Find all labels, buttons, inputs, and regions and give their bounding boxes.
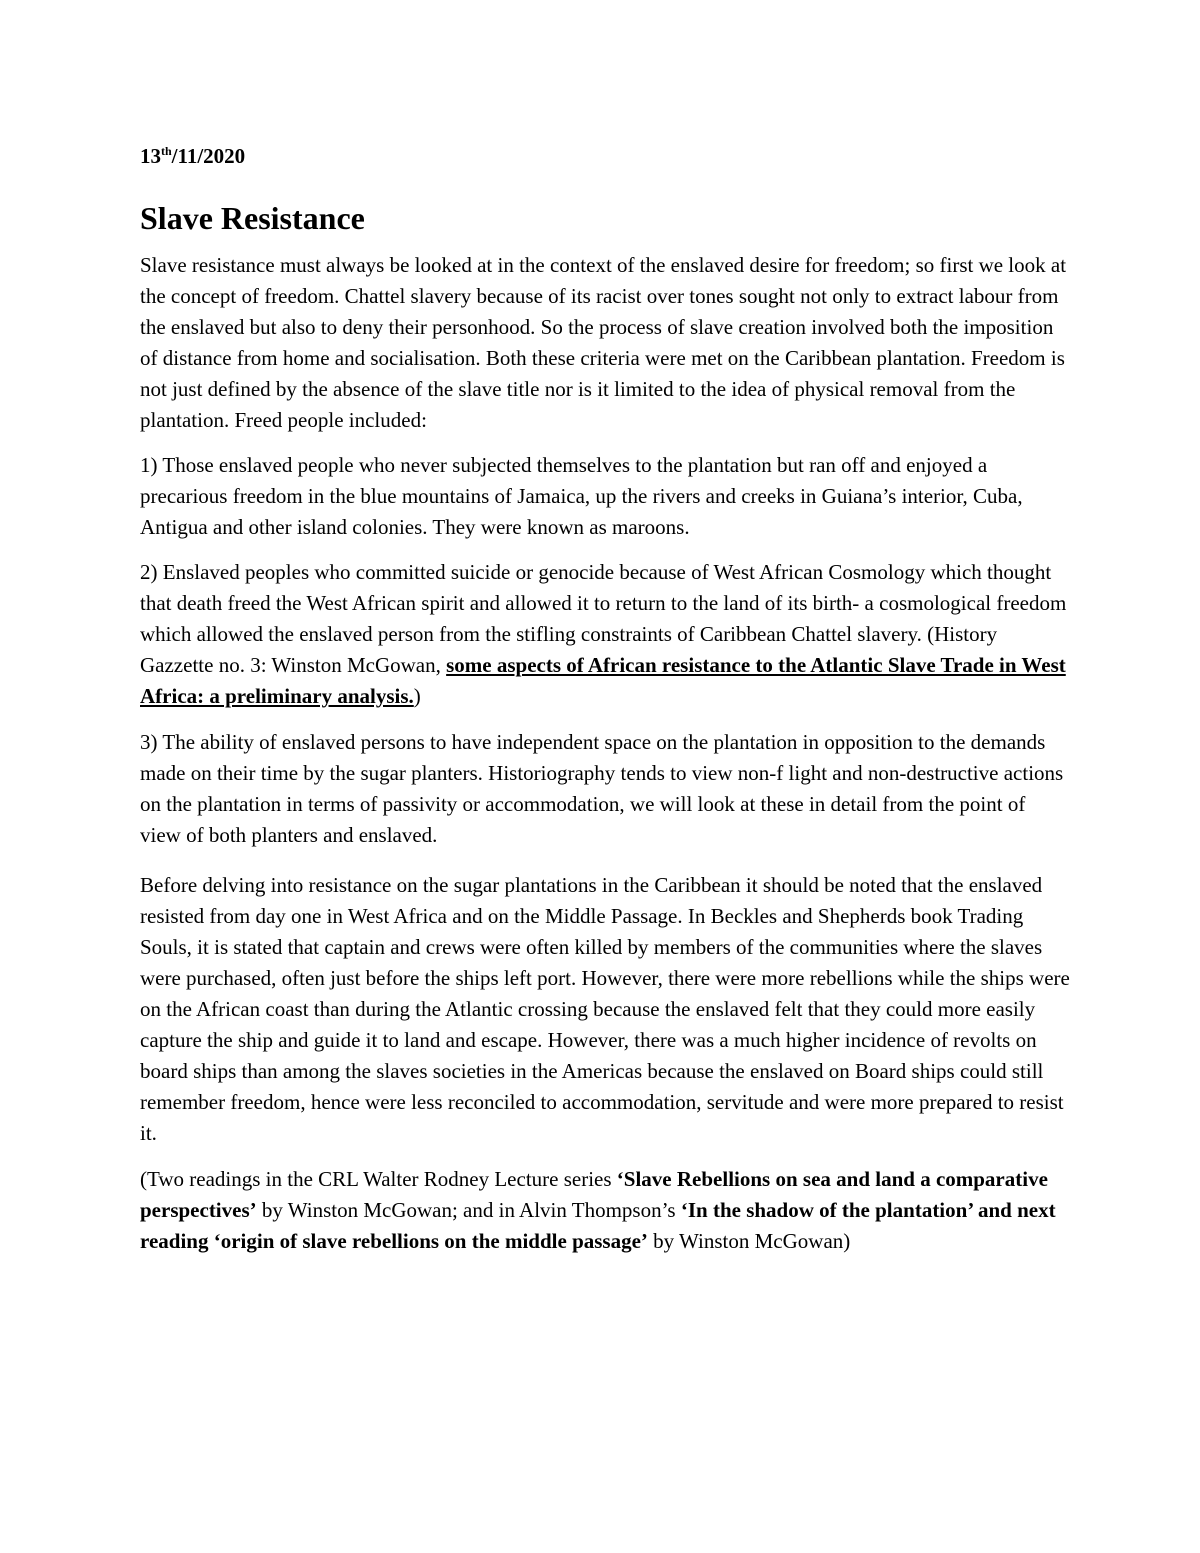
item-3-paragraph: 3) The ability of enslaved persons to have independent space on the plantation in opposition to the demands made on their time by the sugar planters. Historiography tends to view non-f light and non-destructive actions on the plantation in terms of passivity or accommodation, we will look at these in detail from the point of view of both planters and enslaved.	[140, 730, 1064, 847]
readings-paragraph	[140, 1164, 1070, 1257]
date-suffix: th	[161, 144, 172, 158]
middle-passage-paragraph: Before delving into resistance on the sugar plantations in the Caribbean it should be noted that the enslaved resisted from day one in West Africa and on the Middle Passage. In Beckles and Shepherds book Trading Souls, it is stated that captain and crews were often killed by members of the communities where the slaves were purchased, often just before the ships left port. However, there were more rebellions while the ships were on the African coast than during the Atlantic crossing because the enslaved felt that they could more easily capture the ship and guide it to land and escape. However, there was a much higher incidence of revolts on board ships than among the slaves societies in the Americas because the enslaved on Board ships could still remember freedom, hence were less reconciled to accommodation, servitude and were more prepared to resist it.	[140, 873, 1070, 1145]
intro-paragraph: Slave resistance must always be looked at in the context of the enslaved desire for freedom; so first we look at the concept of freedom. Chattel slavery because of its racist over tones sought not only to extract labour from the enslaved but also to deny their personhood. So the process of slave creation involved both the imposition of distance from home and socialisation. Both these criteria were met on the Caribbean plantation. Freedom is not just defined by the absence of the slave title nor is it limited to the idea of physical removal from the plantation. Freed people included:	[140, 253, 1067, 432]
document-title: Slave Resistance	[140, 200, 365, 236]
date-rest: /11/2020	[171, 144, 246, 168]
readings-part-3: by Winston McGowan)	[647, 1229, 851, 1253]
item-2-close: )	[413, 684, 421, 708]
readings-part-1: (Two readings in the CRL Walter Rodney Lecture series	[140, 1167, 617, 1191]
readings-part-2: by Winston McGowan; and in Alvin Thompson’s	[256, 1198, 681, 1222]
reading-title-2: ‘In the shadow of the plantation’ and next reading ‘origin of slave rebellions on the middle passage’	[140, 1198, 1056, 1253]
reading-title-1: ‘Slave Rebellions on sea and land a comparative perspectives’	[140, 1167, 1048, 1222]
item-2-text: 2) Enslaved peoples who committed suicide or genocide because of West African Cosmology which thought that death freed the West African spirit and allowed it to return to the land of its birth- a cosmological freedom which allowed the enslaved person from the stifling constraints of Caribbean Chattel slavery. (History Gazzette no. 3: Winston McGowan,	[140, 560, 1067, 677]
item-1-paragraph: 1) Those enslaved people who never subjected themselves to the plantation but ran off and enjoyed a precarious freedom in the blue mountains of Jamaica, up the rivers and creeks in Guiana’s interior, Cuba, Antigua and other island colonies. They were known as maroons.	[140, 453, 1023, 539]
date-day: 13	[140, 144, 161, 168]
date	[140, 140, 1070, 172]
document-page	[140, 140, 1070, 1257]
item-2-paragraph	[140, 557, 1070, 712]
reference-title: some aspects of African resistance to the Atlantic Slave Trade in West Africa: a preliminary analysis.	[140, 653, 1066, 708]
